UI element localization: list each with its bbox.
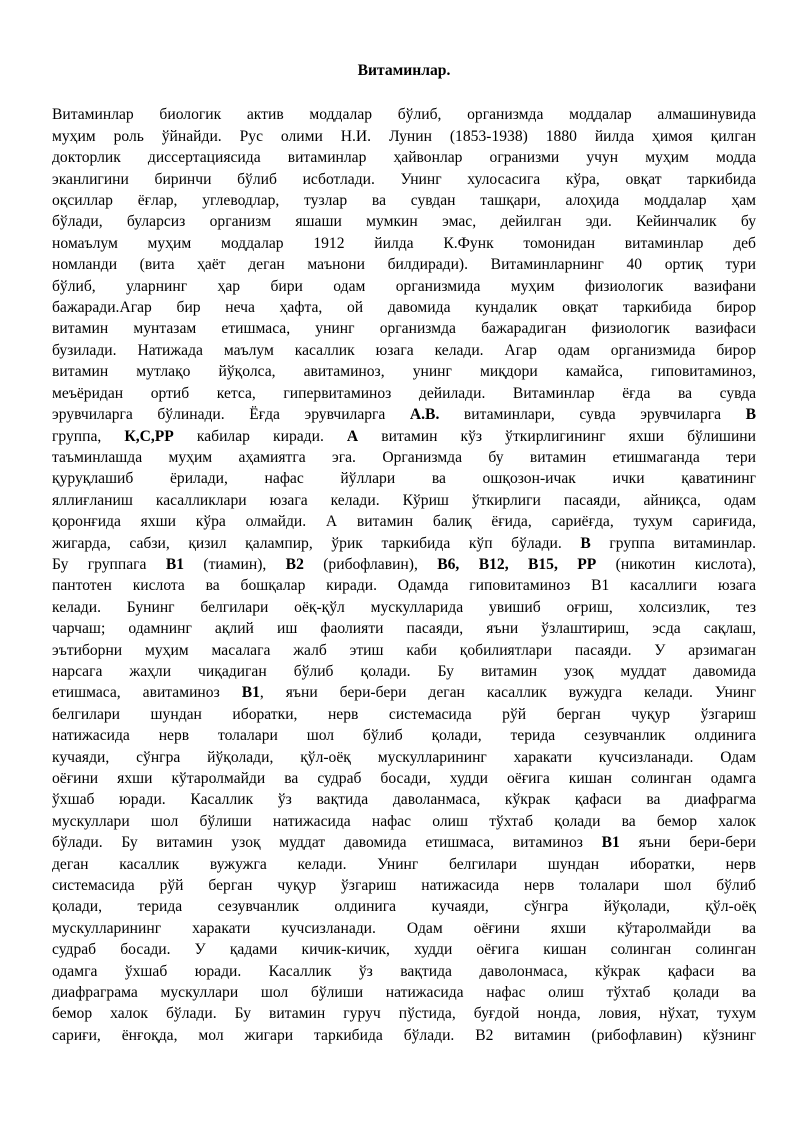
text-line — [52, 789, 756, 810]
text-line — [52, 875, 756, 896]
text-segment: меъёридан ортиб кетса, гипервитаминоз дейилади. Витаминлар ёғда ва сувда — [52, 384, 756, 402]
text-segment: ўхшаб юради. Касаллик ўз вақтида даволанмаса, кўкрак қафаси ва диафрагма — [52, 791, 756, 809]
text-line — [52, 597, 756, 618]
text-line — [52, 747, 756, 768]
text-line — [52, 982, 756, 1003]
document-body — [52, 104, 756, 1046]
text-line — [52, 575, 756, 596]
text-segment: бемор халок бўлади. Бу витамин гуруч пўстида, буғдой нонда, ловия, нўхат, тухум — [52, 1005, 756, 1023]
document-title: Витаминлар. — [357, 62, 451, 79]
text-line — [52, 426, 756, 447]
text-line — [52, 147, 756, 168]
text-segment: (тиамин), — [184, 555, 286, 573]
text-segment: витаминлари, сувда эрувчиларга — [439, 406, 746, 424]
text-line — [52, 896, 756, 917]
text-line — [52, 126, 756, 147]
text-segment: бажаради.Агар бир неча ҳафта, ой давомида кундалик овқат таркибида бирор — [52, 299, 756, 317]
text-segment: мускулларининг харакати кучсизланади. Одам оёғини яхши кўтаролмайди ва — [52, 919, 756, 937]
bold-text-segment: В2 — [285, 555, 304, 573]
text-line — [52, 682, 756, 703]
text-segment: эътиборни муҳим масалага жалб этиш каби қобилиятлари пасаяди. У арзимаган — [52, 641, 756, 659]
text-segment: бўлади. Бу витамин узоқ муддат давомида етишмаса, витаминоз — [52, 834, 602, 852]
text-line — [52, 854, 756, 875]
text-segment: системасида рўй берган чуқур ўзгариш натижасида нерв толалари шол бўлиб — [52, 877, 756, 895]
text-line — [52, 1003, 756, 1024]
text-segment: Витаминлар биологик актив моддалар бўлиб, организмда моддалар алмашинувида — [52, 106, 756, 124]
bold-text-segment: А — [346, 427, 359, 445]
text-segment: мускуллари шол бўлиши натижасида нафас олиш тўхтаб қолади ва бемор халок — [52, 812, 756, 830]
text-segment: номаълум муҳим моддалар 1912 йилда К.Функ томонидан витаминлар деб — [52, 234, 756, 252]
text-line — [52, 939, 756, 960]
text-segment: қуруқлашиб ёрилади, нафас йўллари ва ошқозон-ичак ички қаватининг — [52, 470, 756, 488]
text-segment: сариғи, ёнғоқда, мол жигари таркибида бўлади. В2 витамин (рибофлавин) кўзнинг — [52, 1026, 756, 1044]
bold-text-segment: В1 — [241, 684, 260, 702]
text-line — [52, 447, 756, 468]
text-segment: одамга ўхшаб юради. Касаллик ўз вақтида даволонмаса, кўкрак қафаси ва — [52, 962, 756, 980]
bold-text-segment: В — [580, 534, 591, 552]
text-segment: кабилар киради. — [173, 427, 347, 445]
text-segment: яллиғланиш касалликлари юзага келади. Кўриш ўткирлиги пасаяди, айниқса, одам — [52, 491, 756, 509]
text-segment: жигарда, сабзи, қизил қалампир, ўрик таркибида кўп бўлади. — [52, 534, 581, 552]
text-line — [52, 276, 756, 297]
text-segment: таъминлашда муҳим аҳамиятга эга. Организмда бу витамин етишмаганда тери — [52, 448, 756, 466]
bold-text-segment: В1 — [601, 834, 620, 852]
bold-text-segment: В — [745, 406, 756, 424]
text-segment: қолади, терида сезувчанлик олдинига кучаяди, сўнгра йўқолади, қўл-оёқ — [52, 898, 756, 916]
text-line — [52, 554, 756, 575]
text-segment: кучаяди, сўнгра йўқолади, қўл-оёқ мускулларининг харакати кучсизланади. Одам — [52, 748, 756, 766]
text-line — [52, 468, 756, 489]
text-segment: бўлади, буларсиз организм яшаши мумкин эмас, дейилган эди. Кейинчалик бу — [52, 213, 756, 231]
text-line — [52, 618, 756, 639]
text-segment: (рибофлавин), — [303, 555, 438, 573]
text-segment: қоронғида яхши кўра олмайди. А витамин балиқ ёғида, сариёғда, тухум сариғида, — [52, 513, 756, 531]
text-segment: докторлик диссертациясида витаминлар ҳайвонлар огранизми учун муҳим модда — [52, 149, 756, 167]
text-line — [52, 961, 756, 982]
text-line — [52, 918, 756, 939]
text-line — [52, 1025, 756, 1046]
bold-text-segment: А.В. — [409, 406, 440, 424]
text-line — [52, 768, 756, 789]
text-segment: нарсага жаҳли чиқадиган бўлиб қолади. Бу витамин узоқ муддат давомида — [52, 662, 756, 680]
text-segment: витамин кўз ўткирлигининг яхши бўлишини — [358, 427, 756, 445]
text-segment: группа витаминлар. — [590, 534, 756, 552]
text-segment: номланди (вита ҳаёт деган маънони билдиради). Витаминларнинг 40 ортиқ тури — [52, 256, 756, 274]
text-segment: етишмаса, авитаминоз — [52, 684, 242, 702]
text-line — [52, 318, 756, 339]
text-segment: группа, — [52, 427, 125, 445]
text-line — [52, 104, 756, 125]
bold-text-segment: В6, В12, В15, РР — [437, 555, 597, 573]
text-segment: (никотин кислота), — [596, 555, 756, 573]
text-segment: белгилари шундан иборатки, нерв системасида рўй берган чуқур ўзгариш — [52, 705, 756, 723]
text-line — [52, 511, 756, 532]
text-line — [52, 725, 756, 746]
text-segment: натижасида нерв толалари шол бўлиб қолади, терида сезувчанлик олдинига — [52, 727, 756, 745]
text-segment: келади. Бунинг белгилари оёқ-қўл мускулларида увишиб оғриш, холсизлик, тез — [52, 598, 756, 616]
text-line — [52, 704, 756, 725]
text-segment: эрувчиларга бўлинади. Ёғда эрувчиларга — [52, 406, 410, 424]
text-segment: витамин мунтазам етишмаса, унинг организмда бажарадиган физиологик вазифаси — [52, 320, 756, 338]
text-line — [52, 640, 756, 661]
text-segment: деган касаллик вужужга келади. Унинг белгилари шундан иборатки, нерв — [52, 855, 756, 873]
text-line — [52, 340, 756, 361]
text-segment: муҳим роль ўйнайди. Рус олими Н.И. Лунин (1853-1938) 1880 йилда ҳимоя қилган — [52, 127, 756, 145]
text-line — [52, 190, 756, 211]
bold-text-segment: К,С,РР — [124, 427, 174, 445]
text-line — [52, 661, 756, 682]
text-line — [52, 383, 756, 404]
text-segment: оёғини яхши кўтаролмайди ва судраб босади, худди оёғига кишан солинган одамга — [52, 770, 756, 787]
text-segment: пантотен кислота ва бошқалар киради. Одамда гиповитаминоз В1 касаллиги юзага — [52, 577, 756, 595]
text-segment: судраб босади. У қадами кичик-кичик, худди оёғига кишан солинган солинган — [52, 941, 756, 959]
text-line — [52, 811, 756, 832]
text-segment: чарчаш; одамнинг ақлий иш фаолияти пасаяди, яъни ўзлаштириш, эсда сақлаш, — [52, 620, 756, 638]
text-line — [52, 361, 756, 382]
text-line — [52, 233, 756, 254]
text-line — [52, 254, 756, 275]
bold-text-segment: В1 — [165, 555, 185, 573]
text-line — [52, 297, 756, 318]
text-line — [52, 832, 756, 853]
text-segment: оқсиллар ёғлар, углеводлар, тузлар ва сувдан ташқари, алоҳида моддалар ҳам — [52, 192, 756, 210]
document-page — [52, 60, 756, 1046]
text-segment: витамин мутлақо йўқолса, авитаминоз, унинг миқдори камайса, гиповитаминоз, — [52, 363, 756, 381]
text-segment: Бу группага — [52, 555, 166, 573]
text-line — [52, 211, 756, 232]
text-segment: , яъни бери-бери деган касаллик вужудга келади. Унинг — [259, 684, 756, 702]
text-line — [52, 490, 756, 511]
text-line — [52, 169, 756, 190]
text-segment: эканлигини биринчи бўлиб исботлади. Унинг хулосасига кўра, овқат таркибида — [52, 170, 756, 188]
text-segment: бузилади. Натижада маълум касаллик юзага келади. Агар одам организмида бирор — [52, 341, 756, 359]
text-segment: яъни бери-бери — [619, 834, 756, 852]
text-line — [52, 404, 756, 425]
text-segment: бўлиб, уларнинг ҳар бири одам организмида муҳим физиологик вазифани — [52, 277, 756, 295]
text-line — [52, 533, 756, 554]
text-segment: диафраграма мускуллари шол бўлиши натижасида нафас олиш тўхтаб қолади ва — [52, 984, 756, 1002]
